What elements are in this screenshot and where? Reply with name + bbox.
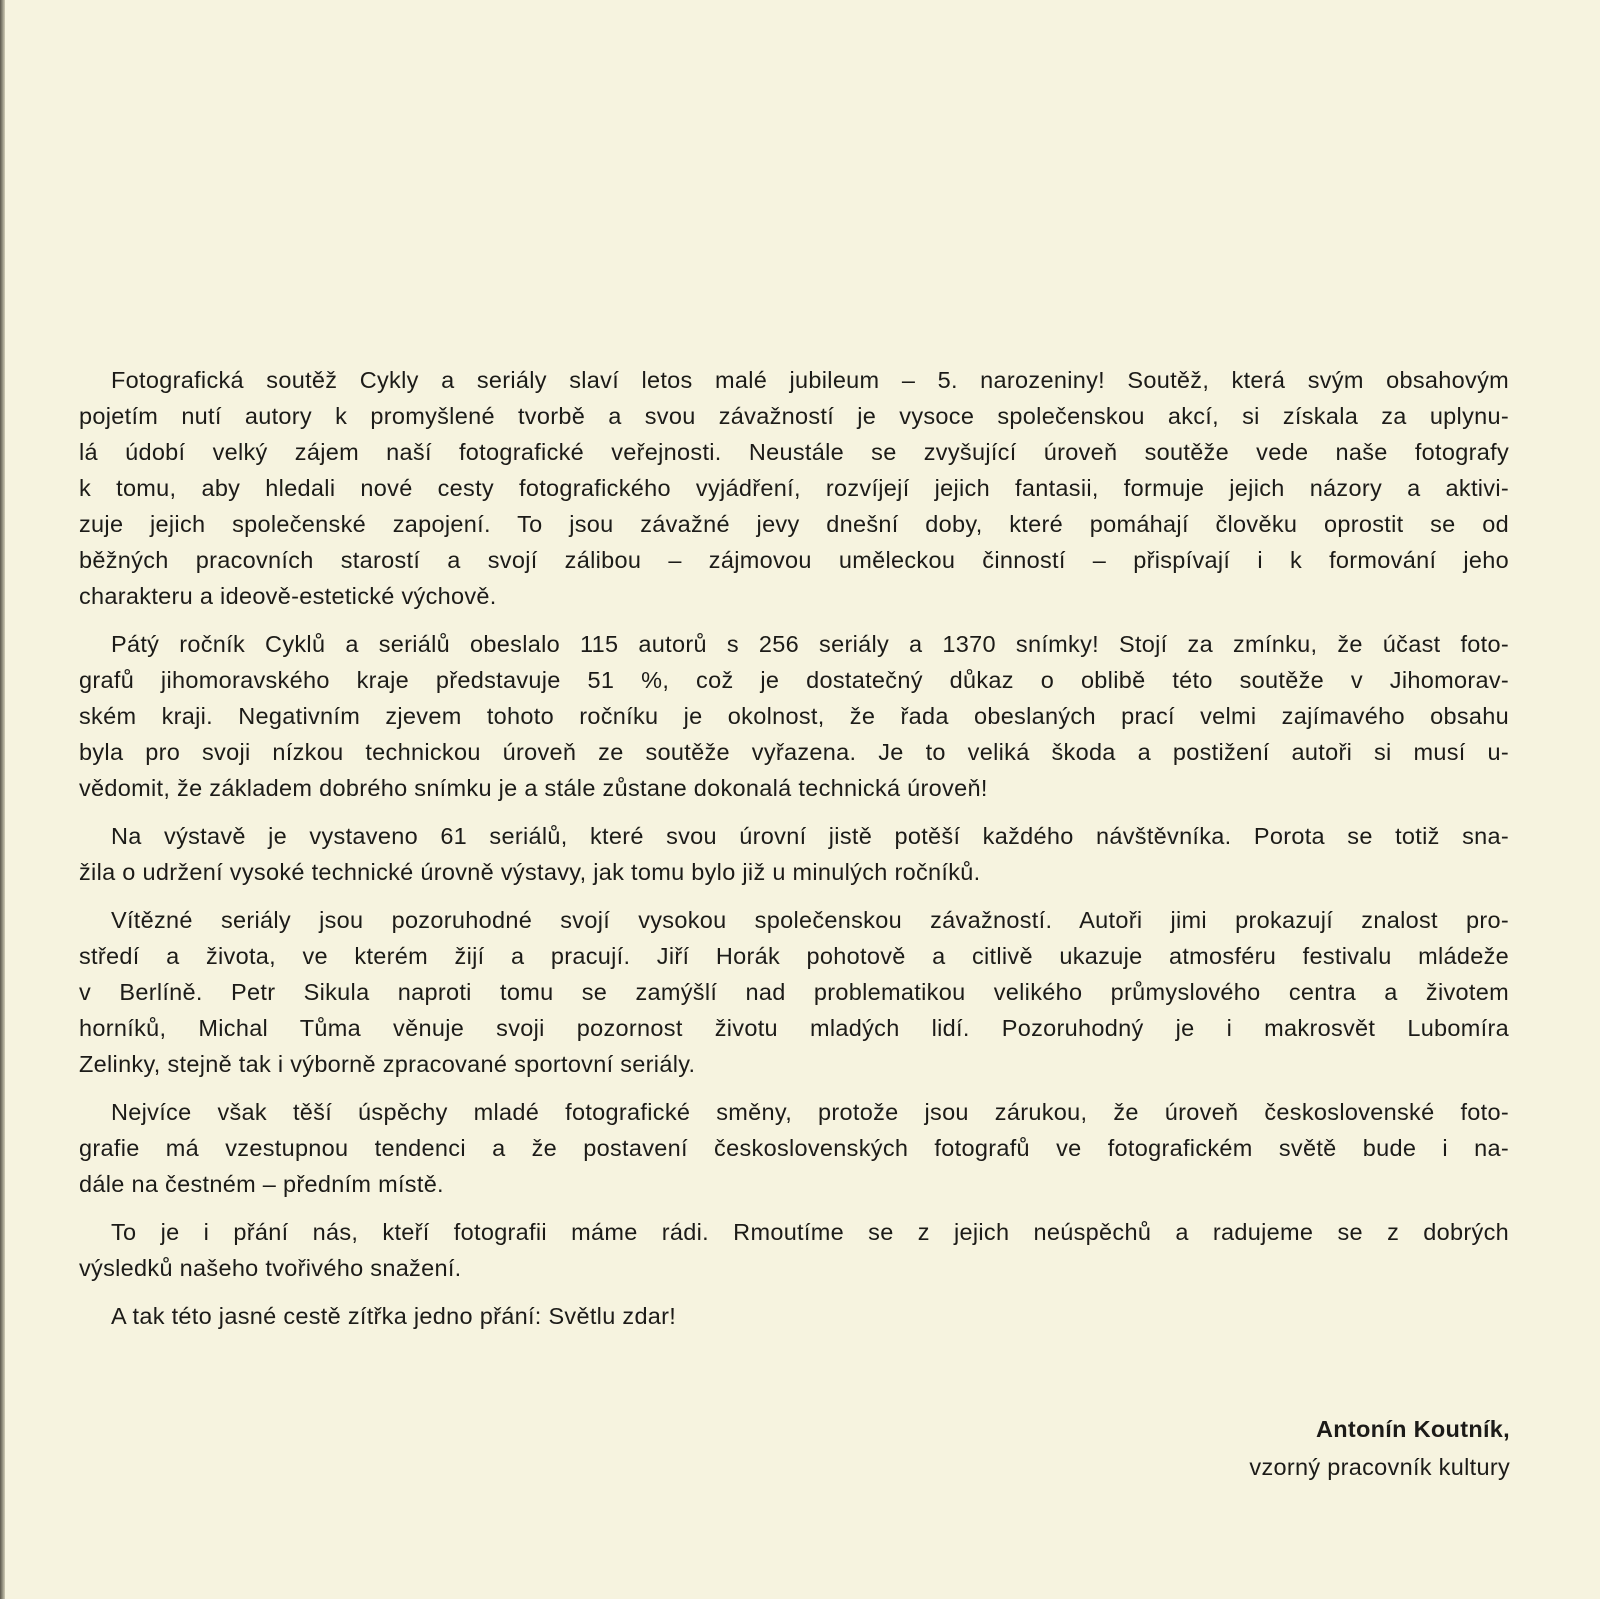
paragraph (79, 818, 1509, 890)
signature (1249, 1410, 1510, 1486)
text-line: běžných pracovních starostí a svojí zálibou – zájmovou uměleckou činností – přispívají i k formování jeho (79, 547, 1509, 573)
text-line: výsledků našeho tvořivého snažení. (79, 1255, 462, 1281)
text-line: Na výstavě je vystaveno 61 seriálů, které svou úrovní jistě potěší každého návštěvníka. Porota se totiž sna- (111, 823, 1509, 849)
text-line: žila o udržení vysoké technické úrovně výstavy, jak tomu bylo již u minulých ročníků. (79, 859, 981, 885)
text-line: Vítězné seriály jsou pozoruhodné svojí vysokou společenskou závažností. Autoři jimi prokazují znalost pro- (111, 907, 1509, 933)
paragraph (79, 1298, 1509, 1334)
text-line: Fotografická soutěž Cykly a seriály slaví letos malé jubileum – 5. narozeniny! Soutěž, která svým obsahovým (111, 367, 1509, 393)
page-edge (0, 0, 5, 1599)
text-line: Nejvíce však těší úspěchy mladé fotografické směny, protože jsou zárukou, že úroveň československé foto- (111, 1099, 1509, 1125)
text-line: grafie má vzestupnou tendenci a že postavení československých fotografů ve fotografickém světě bude i na- (79, 1135, 1509, 1161)
text-line: Zelinky, stejně tak i výborně zpracované sportovní seriály. (79, 1051, 696, 1077)
text-line: ském kraji. Negativním zjevem tohoto ročníku je okolnost, že řada obeslaných prací velmi zajímavého obsahu (79, 703, 1509, 729)
text-line: k tomu, aby hledali nové cesty fotografického vyjádření, rozvíjejí jejich fantasii, formuje jejich názory a aktivi- (79, 475, 1509, 501)
text-line: To je i přání nás, kteří fotografii máme rádi. Rmoutíme se z jejich neúspěchů a radujeme se z dobrých (111, 1219, 1509, 1245)
text-line: dále na čestném – předním místě. (79, 1171, 444, 1197)
paragraph (79, 362, 1509, 614)
author-name: Antonín Koutník, (1315, 1416, 1510, 1442)
text-line: středí a života, ve kterém žijí a pracují. Jiří Horák pohotově a citlivě ukazuje atmosféru festivalu mládeže (79, 943, 1509, 969)
paragraph (79, 1214, 1509, 1286)
text-line: A tak této jasné cestě zítřka jedno přání: Světlu zdar! (111, 1303, 677, 1329)
text-line: zuje jejich společenské zapojení. To jsou závažné jevy dnešní doby, které pomáhají člověku oprostit se od (79, 511, 1509, 537)
text-line: lá údobí velký zájem naší fotografické veřejnosti. Neustále se zvyšující úroveň soutěže vede naše fotografy (79, 439, 1509, 465)
text-line: horníků, Michal Tůma věnuje svoji pozornost životu mladých lidí. Pozoruhodný je i makrosvět Lubomíra (79, 1015, 1509, 1041)
text-line: grafů jihomoravského kraje představuje 51 %, což je dostatečný důkaz o oblibě této soutěže v Jihomorav- (79, 667, 1509, 693)
paragraph (79, 902, 1509, 1082)
text-line: charakteru a ideově-estetické výchově. (79, 583, 497, 609)
article-body (79, 362, 1509, 1346)
text-line: pojetím nutí autory k promyšlené tvorbě a svou závažností je vysoce společenskou akcí, si získala za uplynu- (79, 403, 1509, 429)
paragraph (79, 1094, 1509, 1202)
author-title: vzorný pracovník kultury (1249, 1454, 1510, 1480)
text-line: Pátý ročník Cyklů a seriálů obeslalo 115 autorů s 256 seriály a 1370 snímky! Stojí za zmínku, že účast foto- (111, 631, 1509, 657)
paragraph (79, 626, 1509, 806)
text-line: vědomit, že základem dobrého snímku je a stále zůstane dokonalá technická úroveň! (79, 775, 988, 801)
text-line: byla pro svoji nízkou technickou úroveň ze soutěže vyřazena. Je to veliká škoda a postižení autoři si musí u- (79, 739, 1509, 765)
text-line: v Berlíně. Petr Sikula naproti tomu se zamýšlí nad problematikou velikého průmyslového centra a životem (79, 979, 1509, 1005)
